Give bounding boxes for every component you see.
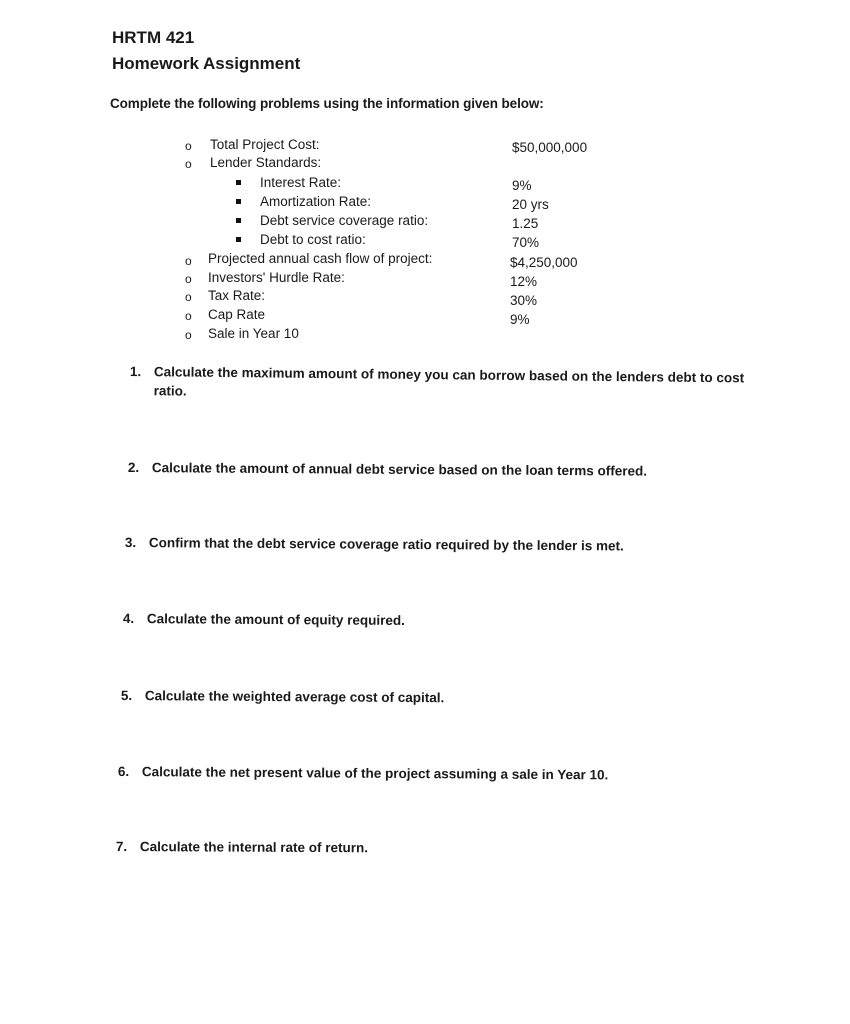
given-label-debt-to-cost: Debt to cost ratio:	[260, 232, 366, 247]
question-5	[121, 686, 444, 707]
question-6	[118, 762, 609, 784]
question-3	[125, 533, 624, 555]
circle-bullet-icon: o	[185, 309, 192, 323]
circle-bullet-icon: o	[185, 328, 192, 342]
circle-bullet-icon: o	[185, 139, 192, 153]
given-value-tax-rate: 30%	[510, 293, 538, 308]
given-label-tax-rate: Tax Rate:	[208, 288, 266, 303]
circle-bullet-icon: o	[185, 272, 192, 286]
question-2	[128, 458, 647, 481]
question-text: Calculate the internal rate of return.	[139, 839, 369, 856]
square-bullet-icon	[236, 180, 241, 185]
question-number: 5.	[120, 687, 133, 704]
given-value-interest-rate: 9%	[512, 178, 532, 193]
given-information-list	[0, 0, 850, 400]
circle-bullet-icon: o	[185, 157, 192, 171]
question-number: 6.	[117, 763, 130, 780]
circle-bullet-icon: o	[185, 290, 192, 304]
square-bullet-icon	[236, 199, 241, 204]
given-label-interest-rate: Interest Rate:	[260, 175, 342, 190]
question-text-continued: ratio.	[153, 383, 187, 399]
given-label-cap-rate: Cap Rate	[208, 307, 266, 322]
given-value-total-cost: $50,000,000	[512, 140, 588, 155]
question-1	[130, 362, 750, 406]
course-code: HRTM 421	[112, 28, 195, 47]
given-label-total-cost: Total Project Cost:	[210, 137, 320, 152]
circle-bullet-icon: o	[185, 254, 192, 268]
instructions: Complete the following problems using the information given below:	[110, 96, 544, 111]
question-number: 1.	[129, 363, 142, 380]
given-value-cap-rate: 9%	[510, 312, 530, 327]
given-label-amortization: Amortization Rate:	[260, 194, 372, 209]
given-label-lender-standards: Lender Standards:	[210, 155, 322, 170]
question-7	[116, 837, 368, 857]
question-text: Calculate the net present value of the project assuming a sale in Year 10.	[141, 764, 609, 783]
question-number: 2.	[127, 459, 140, 476]
given-value-hurdle-rate: 12%	[510, 274, 538, 289]
given-value-debt-to-cost: 70%	[512, 235, 540, 250]
given-label-hurdle-rate: Investors' Hurdle Rate:	[208, 270, 345, 285]
question-number: 4.	[122, 610, 135, 627]
question-text: Calculate the amount of equity required.	[146, 611, 406, 628]
given-value-dscr: 1.25	[512, 216, 539, 231]
question-text: Calculate the weighted average cost of capital.	[144, 688, 445, 706]
square-bullet-icon	[236, 237, 241, 242]
given-label-sale: Sale in Year 10	[208, 326, 299, 341]
question-4	[123, 609, 405, 630]
square-bullet-icon	[236, 218, 241, 223]
question-number: 3.	[124, 534, 137, 551]
given-value-cash-flow: $4,250,000	[510, 255, 578, 270]
given-label-cash-flow: Projected annual cash flow of project:	[208, 251, 433, 266]
question-text: Calculate the amount of annual debt service based on the loan terms offered.	[151, 460, 648, 479]
given-value-amortization: 20 yrs	[512, 197, 549, 212]
assignment-title: Homework Assignment	[112, 54, 301, 73]
question-text: Calculate the maximum amount of money you can borrow based on the lenders debt to cost	[153, 364, 745, 386]
question-number: 7.	[115, 839, 128, 855]
given-label-dscr: Debt service coverage ratio:	[260, 213, 429, 228]
question-text: Confirm that the debt service coverage ratio required by the lender is met.	[148, 535, 624, 554]
